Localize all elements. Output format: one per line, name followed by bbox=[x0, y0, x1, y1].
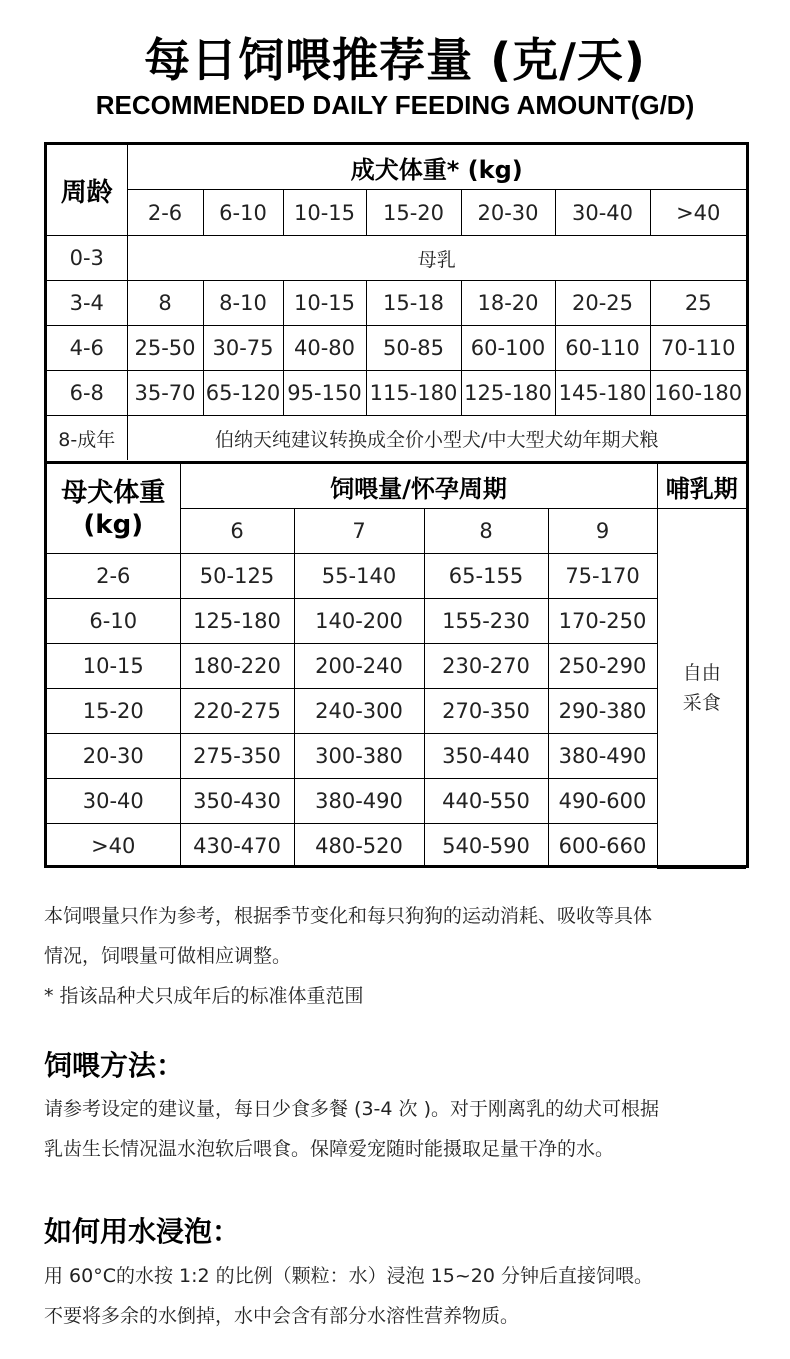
value-cell: 25 bbox=[650, 281, 746, 326]
weight-column-header: 30-40 bbox=[555, 190, 650, 236]
age-cell: 3-4 bbox=[47, 281, 127, 326]
weight-column-header: 15-20 bbox=[366, 190, 461, 236]
value-cell: 55-140 bbox=[294, 554, 424, 599]
value-cell: 160-180 bbox=[650, 371, 746, 416]
table-row bbox=[47, 824, 746, 869]
weight-cell: >40 bbox=[47, 824, 180, 869]
weight-cell: 2-6 bbox=[47, 554, 180, 599]
value-cell: 18-20 bbox=[461, 281, 555, 326]
value-cell: 600-660 bbox=[548, 824, 657, 869]
value-cell: 125-180 bbox=[461, 371, 555, 416]
soaking-title: 如何用水浸泡： bbox=[44, 1215, 241, 1248]
value-cell: 490-600 bbox=[548, 779, 657, 824]
value-cell: 540-590 bbox=[424, 824, 548, 869]
value-cell: 60-110 bbox=[555, 326, 650, 371]
value-cell: 35-70 bbox=[127, 371, 203, 416]
feeding-table bbox=[44, 142, 749, 868]
table-row bbox=[47, 734, 746, 779]
value-cell: 65-120 bbox=[203, 371, 283, 416]
merged-cell: 母乳 bbox=[127, 236, 746, 281]
age-header: 周龄 bbox=[47, 145, 127, 236]
value-cell: 430-470 bbox=[180, 824, 294, 869]
value-cell: 10-15 bbox=[283, 281, 366, 326]
value-cell: 230-270 bbox=[424, 644, 548, 689]
paragraph-line: 不要将多余的水倒掉，水中会含有部分水溶性营养物质。 bbox=[44, 1305, 520, 1327]
note-line: 情况，饲喂量可做相应调整。 bbox=[44, 945, 292, 967]
mother-feeding-table bbox=[47, 461, 746, 869]
adult-weight-header: 成犬体重* (kg) bbox=[127, 145, 746, 190]
value-cell: 140-200 bbox=[294, 599, 424, 644]
value-cell: 50-85 bbox=[366, 326, 461, 371]
value-cell: 440-550 bbox=[424, 779, 548, 824]
feeding-method-title: 饲喂方法： bbox=[44, 1049, 185, 1082]
value-cell: 95-150 bbox=[283, 371, 366, 416]
footnote: * 指该品种犬只成年后的标准体重范围 bbox=[44, 985, 364, 1007]
age-cell: 4-6 bbox=[47, 326, 127, 371]
weight-cell: 6-10 bbox=[47, 599, 180, 644]
value-cell: 300-380 bbox=[294, 734, 424, 779]
value-cell: 50-125 bbox=[180, 554, 294, 599]
value-cell: 20-25 bbox=[555, 281, 650, 326]
table-row bbox=[47, 416, 746, 461]
value-cell: 270-350 bbox=[424, 689, 548, 734]
value-cell: 70-110 bbox=[650, 326, 746, 371]
value-cell: 350-440 bbox=[424, 734, 548, 779]
weight-cell: 15-20 bbox=[47, 689, 180, 734]
value-cell: 170-250 bbox=[548, 599, 657, 644]
week-column-header: 9 bbox=[548, 509, 657, 554]
lactation-value-line1: 自由 bbox=[682, 662, 721, 685]
paragraph-line: 乳齿生长情况温水泡软后喂食。保障爱宠随时能摄取足量干净的水。 bbox=[44, 1138, 615, 1160]
value-cell: 25-50 bbox=[127, 326, 203, 371]
value-cell: 480-520 bbox=[294, 824, 424, 869]
weight-column-header: 6-10 bbox=[203, 190, 283, 236]
table-row bbox=[47, 689, 746, 734]
weight-column-header: >40 bbox=[650, 190, 746, 236]
table-row bbox=[47, 644, 746, 689]
lactation-header: 哺乳期 bbox=[657, 463, 746, 509]
note-line: 本饲喂量只作为参考，根据季节变化和每只狗狗的运动消耗、吸收等具体 bbox=[44, 905, 653, 927]
table-row bbox=[47, 281, 746, 326]
pregnancy-header: 饲喂量/怀孕周期 bbox=[180, 463, 657, 509]
value-cell: 380-490 bbox=[548, 734, 657, 779]
table-row bbox=[47, 554, 746, 599]
value-cell: 125-180 bbox=[180, 599, 294, 644]
mother-weight-header-line2: (kg) bbox=[83, 509, 144, 540]
value-cell: 8 bbox=[127, 281, 203, 326]
page-title-cn: 每日饲喂推荐量 (克/天) bbox=[144, 33, 646, 87]
value-cell: 65-155 bbox=[424, 554, 548, 599]
value-cell: 250-290 bbox=[548, 644, 657, 689]
value-cell: 115-180 bbox=[366, 371, 461, 416]
weight-cell: 10-15 bbox=[47, 644, 180, 689]
mother-weight-header bbox=[47, 463, 180, 554]
value-cell: 60-100 bbox=[461, 326, 555, 371]
value-cell: 200-240 bbox=[294, 644, 424, 689]
value-cell: 350-430 bbox=[180, 779, 294, 824]
value-cell: 75-170 bbox=[548, 554, 657, 599]
table-row bbox=[47, 236, 746, 281]
value-cell: 40-80 bbox=[283, 326, 366, 371]
value-cell: 275-350 bbox=[180, 734, 294, 779]
value-cell: 15-18 bbox=[366, 281, 461, 326]
puppy-feeding-table bbox=[47, 145, 746, 460]
weight-cell: 30-40 bbox=[47, 779, 180, 824]
weight-column-header: 10-15 bbox=[283, 190, 366, 236]
lactation-value-line2: 采食 bbox=[682, 692, 721, 715]
table-row bbox=[47, 326, 746, 371]
page-title-en: RECOMMENDED DAILY FEEDING AMOUNT(G/D) bbox=[95, 90, 695, 120]
table-row bbox=[47, 779, 746, 824]
mother-weight-header-line1: 母犬体重 bbox=[61, 477, 166, 508]
feeding-method-body bbox=[44, 1089, 764, 1169]
age-cell: 6-8 bbox=[47, 371, 127, 416]
value-cell: 8-10 bbox=[203, 281, 283, 326]
value-cell: 30-75 bbox=[203, 326, 283, 371]
value-cell: 220-275 bbox=[180, 689, 294, 734]
weight-column-header: 20-30 bbox=[461, 190, 555, 236]
notes bbox=[44, 896, 764, 1016]
value-cell: 180-220 bbox=[180, 644, 294, 689]
weight-column-header: 2-6 bbox=[127, 190, 203, 236]
table-row bbox=[47, 371, 746, 416]
paragraph-line: 请参考设定的建议量，每日少食多餐 (3-4 次 )。对于刚离乳的幼犬可根据 bbox=[44, 1098, 659, 1120]
soaking-body bbox=[44, 1256, 764, 1336]
week-column-header: 6 bbox=[180, 509, 294, 554]
age-cell: 8-成年 bbox=[47, 416, 127, 461]
weight-cell: 20-30 bbox=[47, 734, 180, 779]
paragraph-line: 用 60°C的水按 1:2 的比例（颗粒：水）浸泡 15~20 分钟后直接饲喂。 bbox=[44, 1265, 653, 1287]
week-column-header: 7 bbox=[294, 509, 424, 554]
value-cell: 380-490 bbox=[294, 779, 424, 824]
table-row bbox=[47, 599, 746, 644]
value-cell: 240-300 bbox=[294, 689, 424, 734]
week-column-header: 8 bbox=[424, 509, 548, 554]
value-cell: 290-380 bbox=[548, 689, 657, 734]
age-cell: 0-3 bbox=[47, 236, 127, 281]
value-cell: 155-230 bbox=[424, 599, 548, 644]
merged-cell: 伯纳天纯建议转换成全价小型犬/中大型犬幼年期犬粮 bbox=[127, 416, 746, 461]
lactation-value bbox=[657, 509, 746, 869]
value-cell: 145-180 bbox=[555, 371, 650, 416]
